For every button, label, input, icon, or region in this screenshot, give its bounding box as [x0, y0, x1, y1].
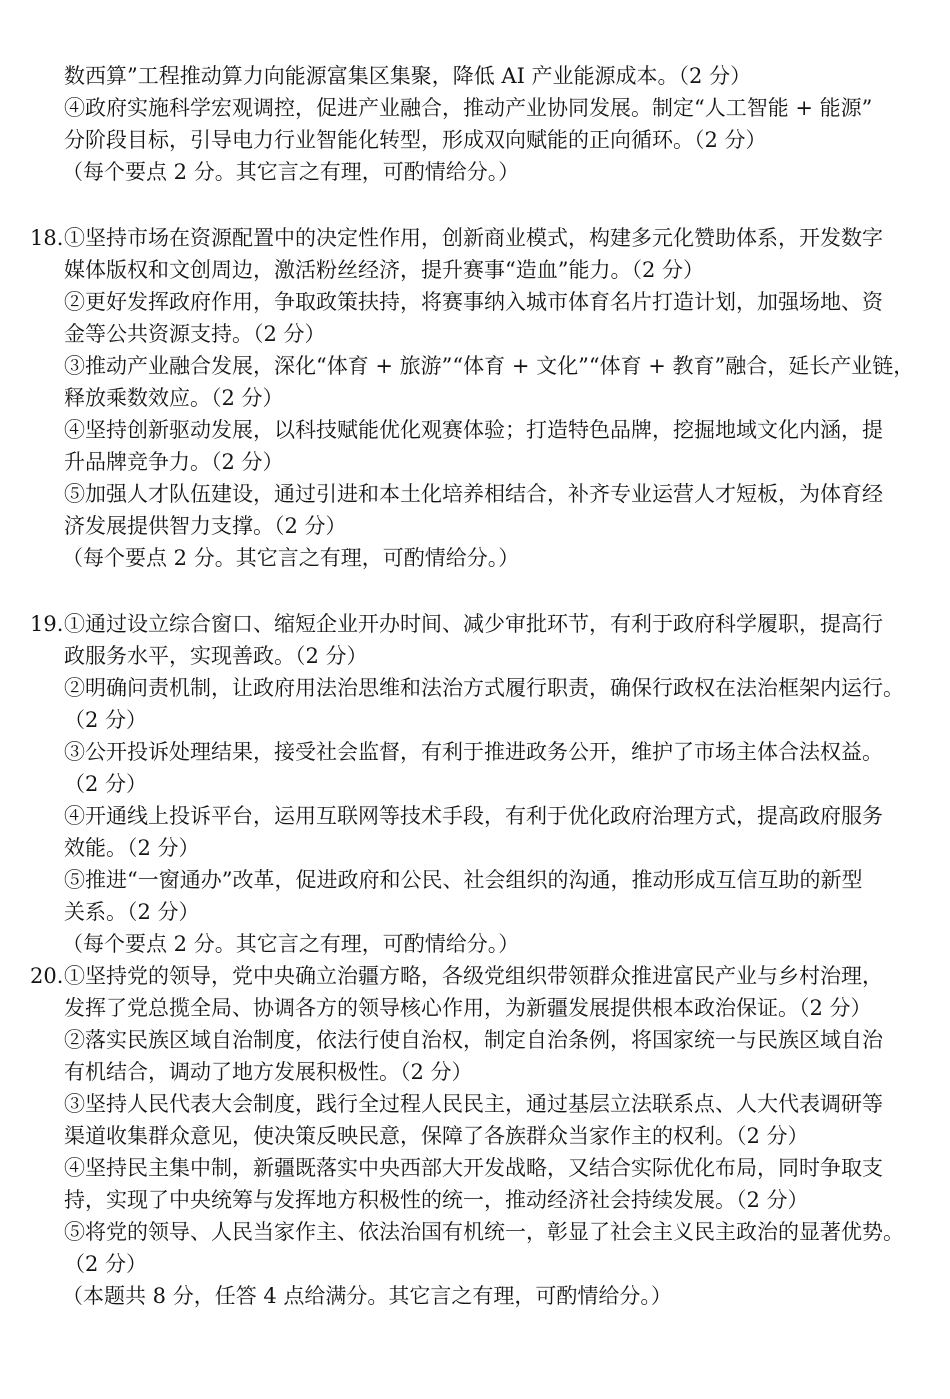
q18-line-1: ①坚持市场在资源配置中的决定性作用，创新商业模式，构建多元化赞助体系，开发数字 [64, 226, 883, 250]
q19-line-1: ①通过设立综合窗口、缩短企业开办时间、减少审批环节，有利于政府科学履职，提高行 [64, 612, 883, 636]
q19-line-5: ③公开投诉处理结果，接受社会监督，有利于推进政务公开，维护了市场主体合法权益。 [64, 740, 883, 764]
q20-number: 20. [30, 964, 64, 988]
q20-line-7: ④坚持民主集中制，新疆既落实中央西部大开发战略，又结合实际优化布局，同时争取支 [64, 1156, 883, 1180]
q20-line-10: （2 分） [64, 1252, 148, 1276]
q20-line-5: ③坚持人民代表大会制度，践行全过程人民民主，通过基层立法联系点、人大代表调研等 [64, 1092, 883, 1116]
q19-line-3: ②明确问责机制，让政府用法治思维和法治方式履行职责，确保行政权在法治框架内运行。 [64, 676, 904, 700]
q19-number: 19. [30, 612, 64, 636]
q18-line-9: ⑤加强人才队伍建设，通过引进和本土化培养相结合，补齐专业运营人才短板，为体育经 [64, 482, 883, 506]
q19-line-8: 效能。（2 分） [64, 836, 200, 860]
q17-line-2: ④政府实施科学宏观调控，促进产业融合，推动产业协同发展。制定“人工智能 + 能源” [64, 96, 873, 120]
q20-line-2: 发挥了党总揽全局、协调各方的领导核心作用，为新疆发展提供根本政治保证。（2 分） [64, 996, 872, 1020]
q19-line-2: 政服务水平，实现善政。（2 分） [64, 644, 368, 668]
q19-line-6: （2 分） [64, 772, 148, 796]
q18-line-2: 媒体版权和文创周边，激活粉丝经济，提升赛事“造血”能力。（2 分） [64, 258, 705, 282]
q20-line-3: ②落实民族区域自治制度，依法行使自治权，制定自治条例，将国家统一与民族区域自治 [64, 1028, 883, 1052]
q20-line-4: 有机结合，调动了地方发展积极性。（2 分） [64, 1060, 473, 1084]
q20-line-9: ⑤将党的领导、人民当家作主、依法治国有机统一，彰显了社会主义民主政治的显著优势。 [64, 1220, 904, 1244]
q18-line-10: 济发展提供智力支撑。（2 分） [64, 514, 347, 538]
q18-line-7: ④坚持创新驱动发展，以科技赋能优化观赛体验；打造特色品牌，挖掘地域文化内涵，提 [64, 418, 883, 442]
q18-line-3: ②更好发挥政府作用，争取政策扶持，将赛事纳入城市体育名片打造计划，加强场地、资 [64, 290, 883, 314]
q18-line-6: 释放乘数效应。（2 分） [64, 386, 284, 410]
q18-line-5: ③推动产业融合发展，深化“体育 + 旅游”“体育 + 文化”“体育 + 教育”融合，延长产业链， [64, 354, 915, 378]
q20-line-8: 持，实现了中央统筹与发挥地方积极性的统一，推动经济社会持续发展。（2 分） [64, 1188, 809, 1212]
q18-scoring-note: （每个要点 2 分。其它言之有理，可酌情给分。） [62, 546, 520, 570]
q18-number: 18. [30, 226, 64, 250]
q17-line-1: 数西算”工程推动算力向能源富集区集聚，降低 AI 产业能源成本。（2 分） [64, 64, 752, 88]
q20-line-6: 渠道收集群众意见，使决策反映民意，保障了各族群众当家作主的权利。（2 分） [64, 1124, 809, 1148]
q19-line-4: （2 分） [64, 708, 148, 732]
q17-line-3: 分阶段目标，引导电力行业智能化转型，形成双向赋能的正向循环。（2 分） [64, 128, 767, 152]
q17-scoring-note: （每个要点 2 分。其它言之有理，可酌情给分。） [62, 160, 520, 184]
q20-scoring-note: （本题共 8 分，任答 4 点给满分。其它言之有理，可酌情给分。） [62, 1284, 672, 1308]
q18-line-8: 升品牌竞争力。（2 分） [64, 450, 284, 474]
q19-line-7: ④开通线上投诉平台，运用互联网等技术手段，有利于优化政府治理方式，提高政府服务 [64, 804, 883, 828]
q18-line-4: 金等公共资源支持。（2 分） [64, 322, 326, 346]
q19-scoring-note: （每个要点 2 分。其它言之有理，可酌情给分。） [62, 932, 520, 956]
q20-line-1: ①坚持党的领导，党中央确立治疆方略，各级党组织带领群众推进富民产业与乡村治理， [64, 964, 883, 988]
q19-line-9: ⑤推进“一窗通办”改革，促进政府和公民、社会组织的沟通，推动形成互信互助的新型 [64, 868, 863, 892]
q19-line-10: 关系。（2 分） [64, 900, 200, 924]
